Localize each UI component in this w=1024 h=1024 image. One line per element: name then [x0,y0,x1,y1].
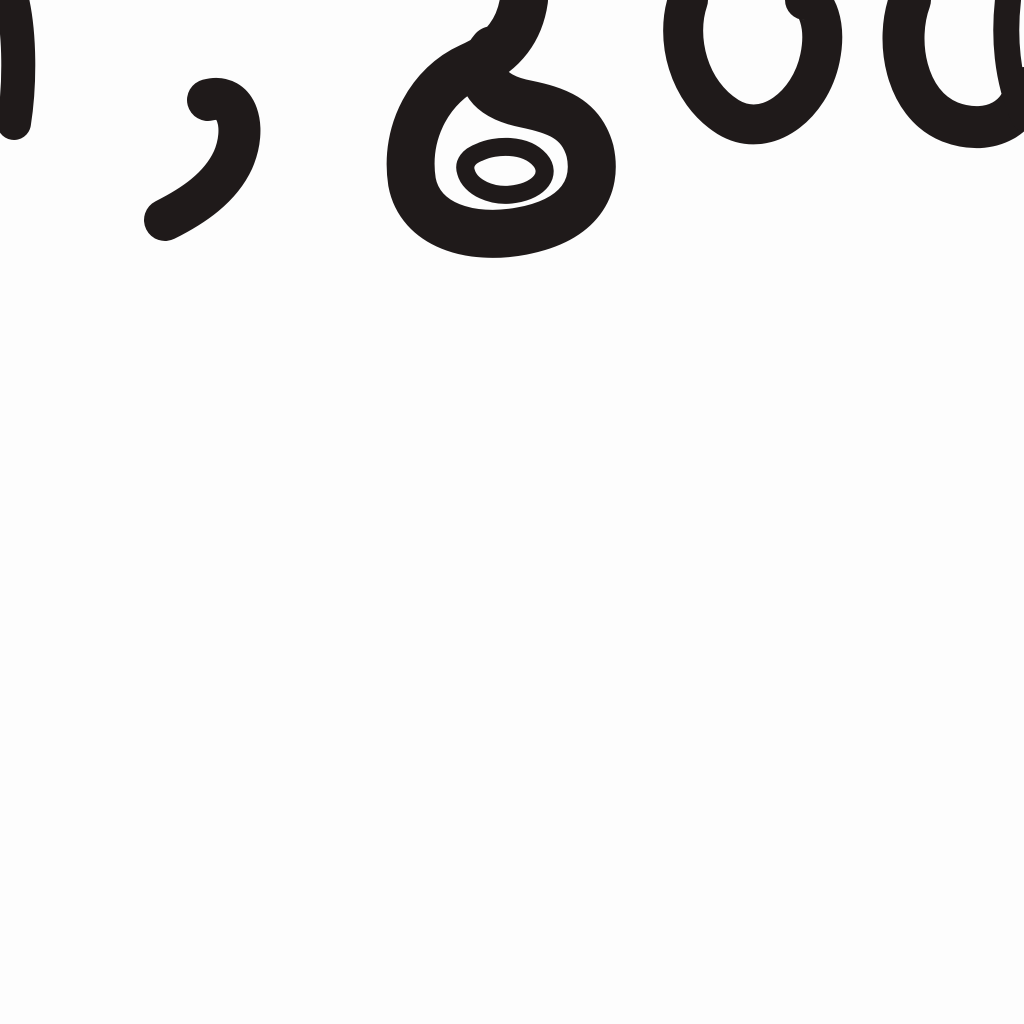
handwriting-svg [0,0,1024,300]
partial-letter-right-stroke [1006,0,1024,118]
comma-mark [165,99,239,220]
partial-letter-left [12,0,18,123]
handwriting-fragment [0,0,1024,300]
letter-g-inner-loop [465,147,544,195]
letter-o [683,0,822,124]
